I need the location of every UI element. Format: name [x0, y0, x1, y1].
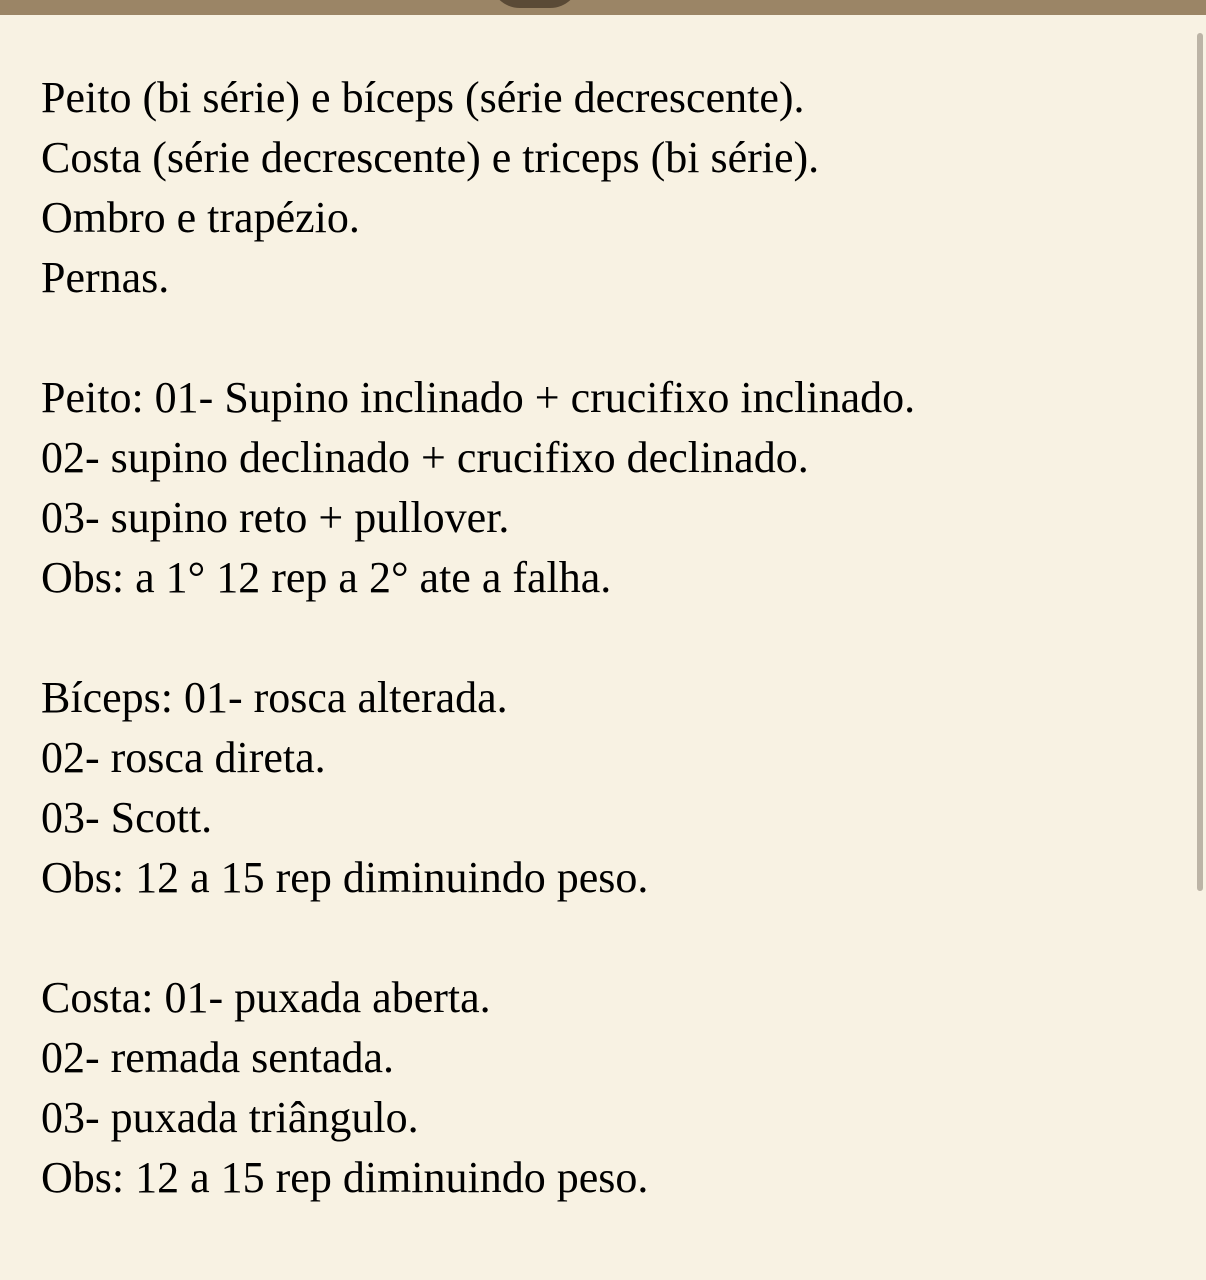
summary-section — [41, 68, 1181, 308]
biceps-line: 03- Scott. — [41, 793, 213, 842]
summary-line: Peito (bi série) e bíceps (série decrescente). — [41, 73, 805, 122]
peito-line: 02- supino declinado + crucifixo declinado. — [41, 433, 809, 482]
biceps-line: Bíceps: 01- rosca alterada. — [41, 673, 508, 722]
summary-line: Costa (série decrescente) e triceps (bi série). — [41, 133, 820, 182]
blank-line — [41, 608, 1181, 668]
scrollbar-thumb[interactable] — [1197, 33, 1203, 891]
note-body[interactable] — [41, 68, 1181, 1208]
peito-line: 03- supino reto + pullover. — [41, 493, 510, 542]
top-handle — [490, 0, 580, 8]
scrollbar[interactable] — [1194, 15, 1206, 1280]
top-bar — [0, 0, 1206, 15]
blank-line — [41, 908, 1181, 968]
biceps-line: Obs: 12 a 15 rep diminuindo peso. — [41, 853, 649, 902]
costa-line: Costa: 01- puxada aberta. — [41, 973, 491, 1022]
summary-line: Ombro e trapézio. — [41, 193, 360, 242]
summary-line: Pernas. — [41, 253, 170, 302]
peito-line: Peito: 01- Supino inclinado + crucifixo inclinado. — [41, 373, 916, 422]
costa-line: 03- puxada triângulo. — [41, 1093, 419, 1142]
costa-line: 02- remada sentada. — [41, 1033, 395, 1082]
blank-line — [41, 308, 1181, 368]
biceps-section — [41, 668, 1181, 908]
peito-line: Obs: a 1° 12 rep a 2° ate a falha. — [41, 553, 612, 602]
biceps-line: 02- rosca direta. — [41, 733, 326, 782]
costa-section — [41, 968, 1181, 1208]
costa-line: Obs: 12 a 15 rep diminuindo peso. — [41, 1153, 649, 1202]
peito-section — [41, 368, 1181, 608]
